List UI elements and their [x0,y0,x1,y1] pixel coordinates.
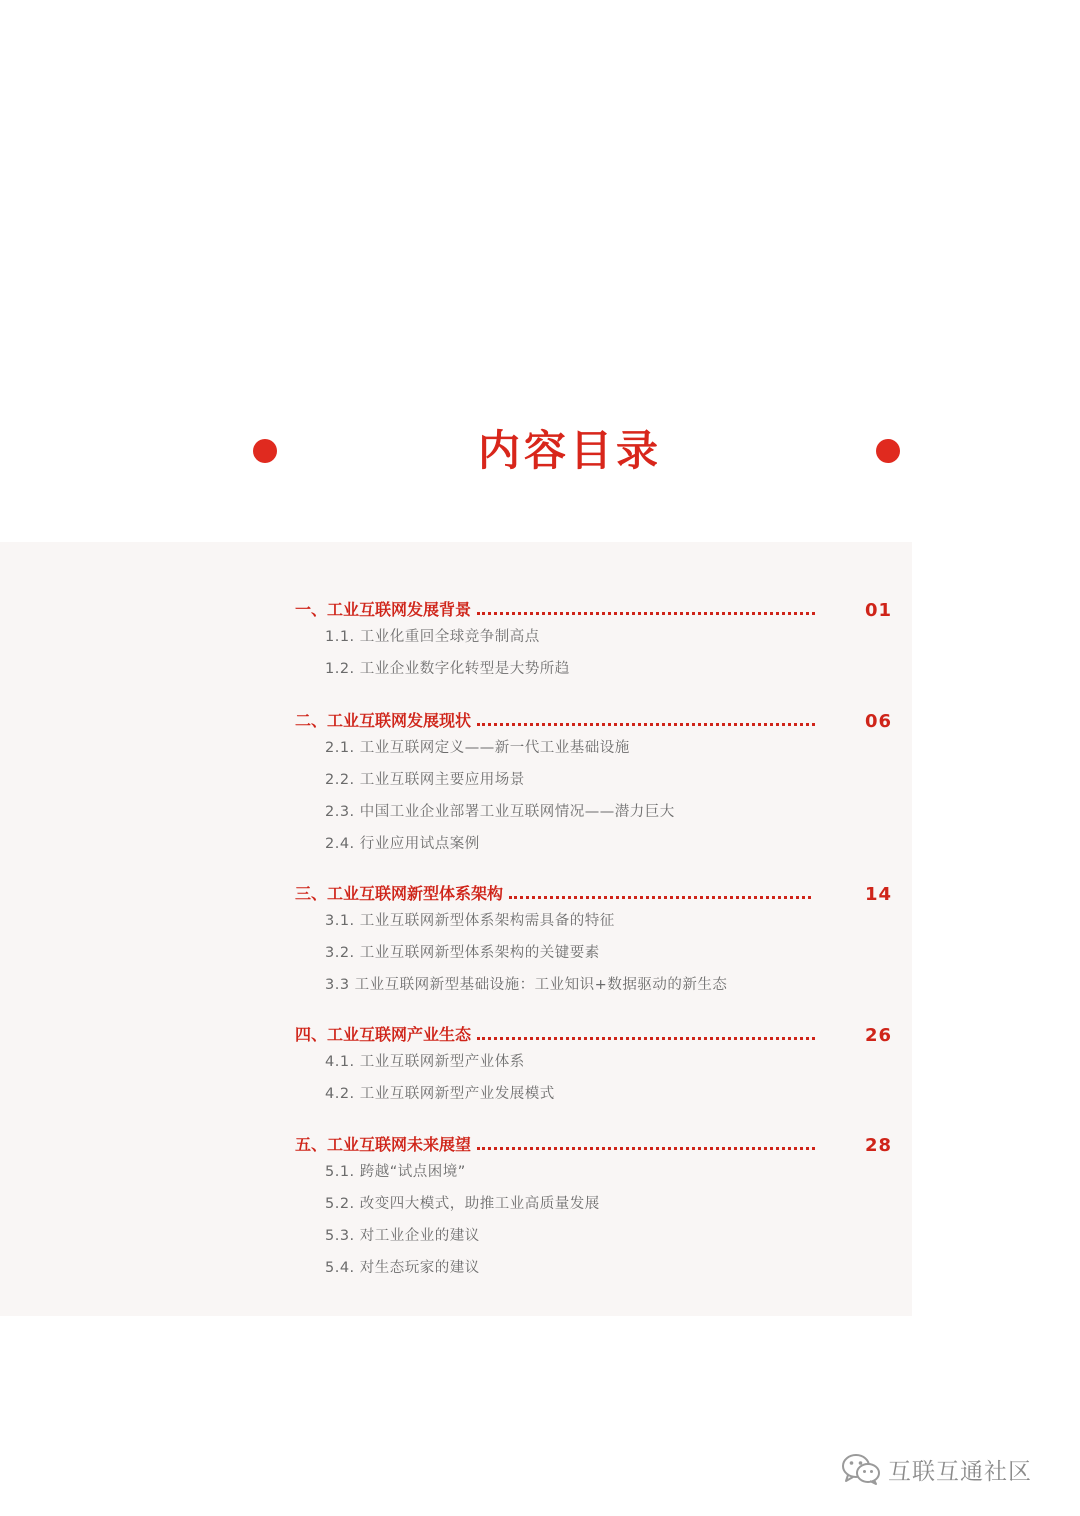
subsection-item[interactable]: 2.2. 工业互联网主要应用场景 [325,772,525,788]
page-number: 14 [865,884,893,905]
subsection-item[interactable]: 5.1. 跨越“试点困境” [325,1164,466,1180]
wechat-icon [840,1452,882,1486]
subsection-item[interactable]: 4.1. 工业互联网新型产业体系 [325,1054,525,1070]
dot-leader [509,896,811,899]
toc-section [295,1020,895,1130]
subsection-item[interactable]: 5.2. 改变四大模式，助推工业高质量发展 [325,1196,600,1212]
toc-section [295,706,895,879]
watermark-text: 互联互通社区 [888,1458,1032,1485]
subsection-item[interactable]: 2.3. 中国工业企业部署工业互联网情况——潜力巨大 [325,804,675,820]
table-of-contents [295,595,895,1290]
subsection-item[interactable]: 2.4. 行业应用试点案例 [325,836,480,852]
dot-leader [477,1037,815,1040]
subsection-item[interactable]: 4.2. 工业互联网新型产业发展模式 [325,1086,555,1102]
dot-leader [477,723,815,726]
subsection-item[interactable]: 5.3. 对工业企业的建议 [325,1228,480,1244]
subsection-item[interactable]: 1.1. 工业化重回全球竞争制高点 [325,629,540,645]
watermark [840,1452,1032,1486]
page-number: 28 [865,1135,893,1156]
dot-leader [477,612,815,615]
section-title[interactable]: 三、工业互联网新型体系架构 [295,884,504,903]
subsection-item[interactable]: 3.3 工业互联网新型基础设施：工业知识+数据驱动的新生态 [325,977,728,993]
subsection-item[interactable]: 3.1. 工业互联网新型体系架构需具备的特征 [325,913,615,929]
toc-section [295,1130,895,1290]
subsection-item[interactable]: 2.1. 工业互联网定义——新一代工业基础设施 [325,740,630,756]
subsection-item[interactable]: 5.4. 对生态玩家的建议 [325,1260,480,1276]
section-title[interactable]: 二、工业互联网发展现状 [295,711,472,730]
toc-section [295,595,895,706]
page-number: 01 [865,600,893,621]
page-number: 26 [865,1025,893,1046]
section-title[interactable]: 一、工业互联网发展背景 [295,600,472,619]
subsection-item[interactable]: 1.2. 工业企业数字化转型是大势所趋 [325,661,570,677]
page-title: 内容目录 [477,426,662,475]
subsection-item[interactable]: 3.2. 工业互联网新型体系架构的关键要素 [325,945,600,961]
page-number: 06 [865,711,893,732]
section-title[interactable]: 五、工业互联网未来展望 [295,1135,472,1154]
section-title[interactable]: 四、工业互联网产业生态 [295,1025,472,1044]
toc-section [295,879,895,1020]
dot-leader [477,1147,815,1150]
